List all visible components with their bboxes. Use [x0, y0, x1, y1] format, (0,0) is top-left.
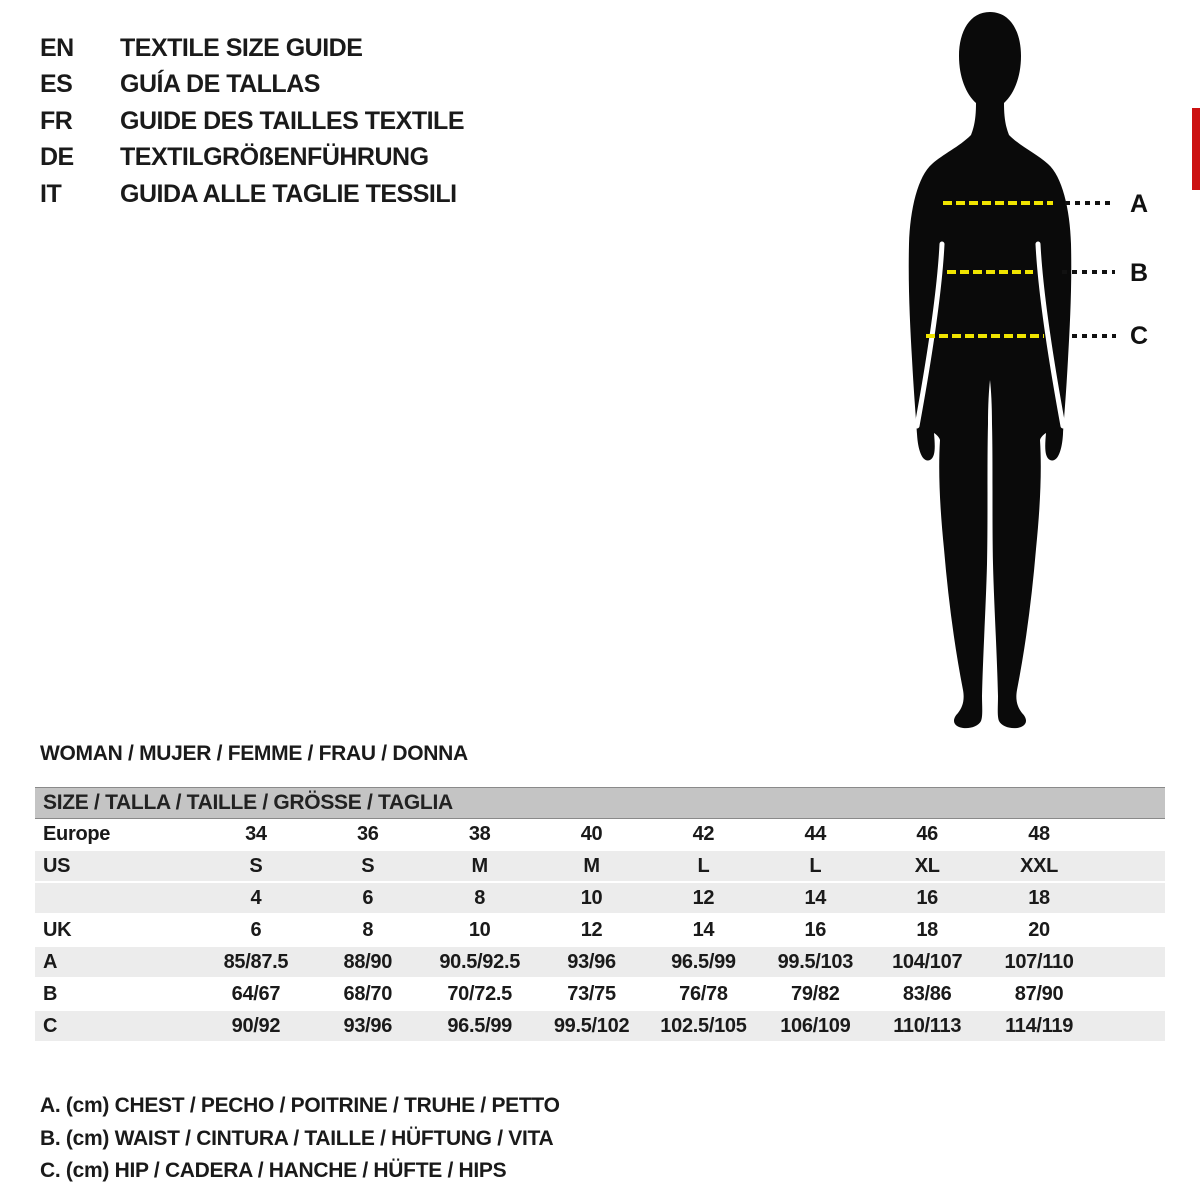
table-cell: 76/78 [679, 983, 728, 1005]
table-row-hip [35, 1011, 1165, 1043]
row-label: B [43, 983, 58, 1005]
language-code: EN [40, 33, 74, 62]
table-cell: 99.5/102 [553, 1015, 630, 1037]
language-row-fr [40, 103, 464, 140]
table-cell: 34 [245, 823, 267, 845]
table-cell: 64/67 [231, 983, 281, 1005]
table-cell: 96.5/99 [671, 951, 736, 973]
table-row-us-letters [35, 851, 1165, 883]
marker-label-b: B [1130, 259, 1149, 287]
table-header: SIZE / TALLA / TAILLE / GRÖSSE / TAGLIA [35, 787, 1165, 819]
language-row-es [40, 67, 464, 104]
table-cell: 73/75 [567, 983, 616, 1005]
table-cell: S [361, 855, 375, 877]
table-cell: 36 [356, 823, 379, 845]
table-cell: 107/110 [1004, 951, 1074, 973]
measurement-legend [40, 1090, 560, 1188]
row-label: A [43, 951, 58, 973]
table-cell: M [583, 855, 600, 877]
size-table [35, 787, 1165, 1043]
table-cell: 90.5/92.5 [439, 951, 521, 973]
language-code: FR [40, 106, 73, 135]
language-code: IT [40, 179, 62, 208]
table-cell: 16 [804, 919, 827, 941]
table-cell: 44 [804, 823, 827, 845]
table-cell: M [471, 855, 488, 877]
woman-silhouette-icon [890, 4, 1110, 746]
language-label: TEXTILE SIZE GUIDE [120, 33, 363, 62]
hip-measure-line [926, 334, 1044, 338]
table-cell: 10 [580, 887, 603, 909]
legend-chest: A. (cm) CHEST / PECHO / POITRINE / TRUHE / PETTO [40, 1094, 560, 1118]
chest-measure-line [943, 201, 1053, 205]
language-row-en [40, 30, 464, 67]
table-cell: 18 [1028, 887, 1050, 909]
table-row-waist [35, 979, 1165, 1011]
table-row-uk [35, 915, 1165, 947]
language-label: TEXTILGRÖßENFÜHRUNG [120, 143, 429, 172]
table-cell: 87/90 [1014, 983, 1064, 1005]
marker-label-a: A [1130, 190, 1149, 218]
table-cell: L [697, 855, 710, 877]
table-cell: 6 [362, 887, 374, 909]
table-cell: 46 [916, 823, 939, 845]
table-cell: 16 [916, 887, 939, 909]
table-cell: 20 [1028, 919, 1050, 941]
table-cell: 68/70 [343, 983, 393, 1005]
table-cell: 14 [804, 887, 827, 909]
table-cell: 83/86 [902, 983, 952, 1005]
table-cell: 40 [580, 823, 603, 845]
waist-leader-line [1062, 270, 1115, 274]
table-cell: 99.5/103 [777, 951, 854, 973]
table-row-europe [35, 819, 1165, 851]
language-label: GUIDE DES TAILLES TEXTILE [120, 106, 465, 135]
waist-measure-line [947, 270, 1033, 274]
chest-leader-line [1065, 201, 1115, 205]
table-cell: 12 [692, 887, 715, 909]
language-code: DE [40, 143, 74, 172]
table-cell: 93/96 [567, 951, 616, 973]
row-label: C [43, 1015, 58, 1037]
red-edge-marker [1192, 108, 1200, 190]
language-label: GUÍA DE TALLAS [120, 70, 320, 99]
table-cell: 8 [362, 919, 374, 941]
table-row-chest [35, 947, 1165, 979]
table-cell: 4 [250, 887, 262, 909]
section-title: WOMAN / MUJER / FEMME / FRAU / DONNA [40, 742, 468, 765]
table-cell: 106/109 [780, 1015, 851, 1037]
table-cell: 48 [1028, 823, 1050, 845]
table-cell: XL [914, 855, 940, 877]
row-label: Europe [43, 823, 111, 845]
table-cell: 110/113 [893, 1015, 962, 1037]
table-cell: 104/107 [892, 951, 963, 973]
table-cell: 93/96 [343, 1015, 393, 1037]
table-cell: 18 [916, 919, 939, 941]
legend-waist: B. (cm) WAIST / CINTURA / TAILLE / HÜFTUNG / VITA [40, 1126, 554, 1150]
hip-leader-line [1072, 334, 1116, 338]
row-label: US [43, 855, 71, 877]
table-cell: 90/92 [231, 1015, 281, 1037]
marker-label-c: C [1130, 322, 1149, 350]
woman-silhouette-figure [890, 4, 1110, 746]
table-cell: S [249, 855, 263, 877]
table-cell: 8 [474, 887, 486, 909]
language-list [40, 30, 464, 213]
language-row-it [40, 176, 464, 213]
row-label [35, 883, 200, 913]
language-row-de [40, 140, 464, 177]
language-label: GUIDA ALLE TAGLIE TESSILI [120, 179, 457, 208]
table-cell: 88/90 [343, 951, 393, 973]
table-cell: 79/82 [791, 983, 840, 1005]
table-cell: 12 [580, 919, 603, 941]
table-cell: XXL [1020, 855, 1059, 877]
table-cell: 42 [692, 823, 715, 845]
table-cell: 102.5/105 [660, 1015, 747, 1037]
table-cell: 10 [468, 919, 491, 941]
table-cell: 96.5/99 [447, 1015, 512, 1037]
table-cell: 6 [250, 919, 262, 941]
table-row-us-numbers [35, 883, 1165, 915]
table-cell: 38 [468, 823, 491, 845]
legend-hip: C. (cm) HIP / CADERA / HANCHE / HÜFTE / HIPS [40, 1159, 507, 1183]
table-cell: 85/87.5 [223, 951, 289, 973]
table-cell: 114/119 [1005, 1015, 1074, 1037]
table-cell: 14 [692, 919, 715, 941]
language-code: ES [40, 70, 73, 99]
table-cell: L [809, 855, 822, 877]
table-cell: 70/72.5 [447, 983, 512, 1005]
row-label: UK [43, 919, 72, 941]
